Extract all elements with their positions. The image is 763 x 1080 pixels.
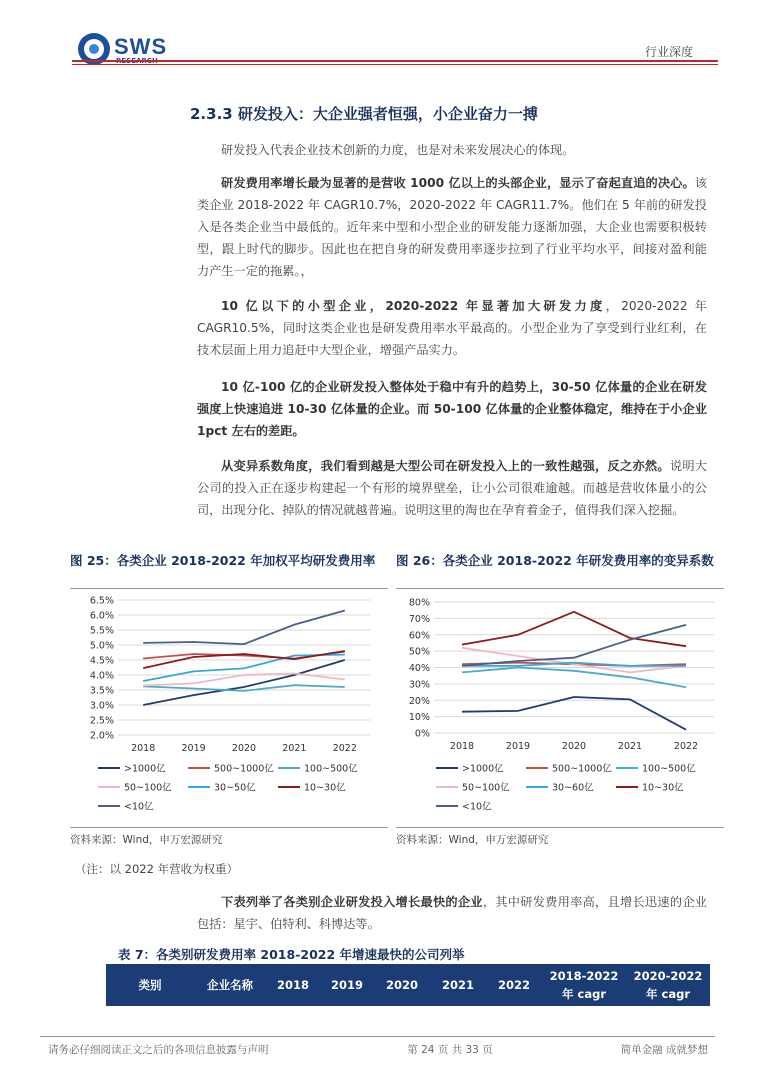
series-line: [143, 655, 345, 681]
paragraph-5: [197, 455, 707, 521]
y-tick-label: 5.0%: [89, 640, 114, 652]
figure-25-bottom-rule: [70, 827, 388, 828]
table-header-cell: 2018: [276, 978, 309, 992]
x-tick-label: 2022: [332, 743, 357, 754]
y-tick-label: 80%: [408, 597, 430, 609]
figure-25-top-rule: [70, 588, 388, 589]
y-tick-label: 60%: [408, 630, 430, 642]
legend-label: 50~100亿: [462, 782, 510, 794]
legend-label: 50~100亿: [124, 782, 172, 794]
series-line: [462, 625, 686, 666]
table-header-cell: 2018-2022 年 cagr: [549, 969, 619, 1001]
series-line: [143, 660, 345, 705]
footer-disclaimer: 请务必仔细阅读正文之后的各项信息披露与声明: [48, 1044, 269, 1056]
paragraph-1-text: 研发投入代表企业技术创新的力度，也是对未来发展决心的体现。: [221, 143, 575, 157]
x-tick-label: 2018: [131, 743, 156, 754]
footer-slogan: 简单金融 成就梦想: [620, 1044, 708, 1056]
series-line: [462, 612, 686, 646]
figure-26-chart: [396, 590, 724, 825]
logo-text: SWS: [114, 34, 168, 59]
legend-label: 30~50亿: [214, 782, 256, 794]
paragraph-5-lead: 从变异系数角度，我们看到越是大型公司在研发投入上的一致性越强，反之亦然。: [221, 459, 670, 473]
paragraph-3-lead: 10 亿以下的小型企业，2020-2022 年显著加大研发力度: [221, 299, 606, 313]
y-tick-label: 50%: [408, 646, 430, 658]
x-tick-label: 2022: [673, 741, 699, 752]
header-divider: [72, 60, 718, 62]
y-tick-label: 0%: [414, 728, 430, 740]
y-tick-label: 3.0%: [89, 700, 114, 712]
figure-26-top-rule: [396, 588, 724, 589]
y-tick-label: 5.5%: [89, 625, 114, 637]
y-tick-label: 20%: [408, 695, 430, 707]
x-tick-label: 2021: [617, 741, 643, 752]
legend-label: 500~1000亿: [552, 763, 612, 775]
legend-label: >1000亿: [124, 763, 166, 775]
y-tick-label: 4.5%: [89, 655, 114, 667]
x-tick-label: 2019: [505, 741, 531, 752]
table-7-header: [106, 964, 710, 1006]
table-intro-paragraph: [197, 891, 707, 935]
legend-label: 500~1000亿: [214, 763, 274, 775]
y-tick-label: 3.5%: [89, 685, 114, 697]
header-divider-thin: [72, 64, 718, 65]
table-intro-text: ，其中研发费用率高，且增长迅速的企业包括：星宇、伯特利、科博达等。: [197, 895, 707, 931]
footer-divider: [40, 1036, 715, 1037]
y-tick-label: 2.0%: [89, 730, 114, 742]
y-tick-label: 40%: [408, 663, 430, 674]
x-tick-label: 2020: [231, 743, 257, 754]
legend-label: 10~30亿: [304, 782, 346, 794]
y-tick-label: 10%: [408, 712, 430, 724]
table-7-title: 表 7：各类别研发费用率 2018-2022 年增速最快的公司列举: [118, 947, 465, 962]
paragraph-4-lead: 10 亿-100 亿的企业研发投入整体处于稳中有升的趋势上，30-50 亿体量的企业在研发强度上快速追进 10-30 亿体量的企业。而 50-100 亿体量的企业整体稳定，维持在于小企业 1pct 左右的差距。: [197, 380, 707, 438]
y-tick-label: 70%: [408, 613, 430, 625]
figure-25-source: 资料来源：Wind，申万宏源研究: [70, 834, 223, 846]
legend-label: 100~500亿: [304, 763, 358, 775]
legend-label: 100~500亿: [642, 763, 696, 775]
legend-label: 10~30亿: [642, 782, 684, 794]
x-tick-label: 2020: [561, 741, 587, 752]
figure-26-bottom-rule: [396, 827, 724, 828]
table-header-cell: 2022: [497, 978, 530, 992]
figure-25-title: 图 25：各类企业 2018-2022 年加权平均研发费用率: [70, 553, 376, 568]
paragraph-3-text: ，2020-2022 年 CAGR10.5%，同时这类企业也是研发费用率水平最高的。小型企业为了享受到行业红利，在技术层面上用力追赶中大型企业，增强产品实力。: [197, 299, 707, 357]
table-header-cell: 企业名称: [207, 978, 253, 992]
table-header-cell: 2020: [385, 978, 418, 992]
series-line: [462, 697, 686, 730]
legend-label: <10亿: [124, 801, 154, 813]
weight-note: （注：以 2022 年营收为权重）: [75, 862, 239, 876]
legend-label: >1000亿: [462, 763, 504, 775]
paragraph-1: [197, 139, 707, 161]
paragraph-3: [197, 295, 707, 361]
paragraph-2: [197, 172, 707, 282]
figure-26-source: 资料来源：Wind，申万宏源研究: [396, 834, 549, 846]
x-tick-label: 2021: [282, 743, 307, 754]
legend-label: <10亿: [462, 801, 492, 813]
series-line: [143, 611, 345, 645]
x-tick-label: 2018: [449, 741, 475, 752]
table-header-cell: 2020-2022 年 cagr: [633, 969, 703, 1001]
header-tag: 行业深度: [644, 45, 693, 59]
paragraph-2-text: 该类企业 2018-2022 年 CAGR10.7%，2020-2022 年 CAGR11.7%。他们在 5 年前的研发投入是各类企业当中最低的。近年来中型和小型企业的研发能力逐渐加强，大企业也需要积极转型，跟上时代的脚步。因此也在把自身的研发费用率逐步拉到了行业平均水平，间接对盈利能力产生一定的拖累。，: [197, 176, 707, 278]
x-tick-label: 2019: [181, 743, 206, 754]
figure-25-chart: [70, 590, 390, 825]
table-header-cell: 2021: [441, 978, 474, 992]
table-header-cell: 2019: [330, 978, 363, 992]
y-tick-label: 30%: [408, 679, 430, 691]
legend-label: 30~60亿: [552, 782, 594, 794]
y-tick-label: 6.0%: [89, 610, 114, 622]
y-tick-label: 2.5%: [89, 715, 114, 727]
y-tick-label: 6.5%: [89, 595, 114, 607]
figure-26-title: 图 26：各类企业 2018-2022 年研发费用率的变异系数: [396, 553, 714, 568]
section-title: 2.3.3 研发投入：大企业强者恒强，小企业奋力一搏: [190, 105, 538, 123]
paragraph-4: [197, 376, 707, 442]
paragraph-5-text: 说明大公司的投入正在逐步构建起一个有形的境界壁垒，让小公司很难逾越。而越是营收体量小的公司，出现分化、掉队的情况就越普遍。说明这里的淘也在孕育着金子，值得我们深入挖掘。: [197, 459, 707, 517]
footer-page-number: 第 24 页 共 33 页: [407, 1044, 493, 1056]
table-header-cell: 类别: [138, 978, 162, 992]
table-intro-lead: 下表列举了各类别企业研发投入增长最快的企业: [221, 895, 483, 909]
y-tick-label: 4.0%: [89, 670, 114, 682]
paragraph-2-lead: 研发费用率增长最为显著的是营收 1000 亿以上的头部企业，显示了奋起直追的决心。: [221, 176, 695, 190]
